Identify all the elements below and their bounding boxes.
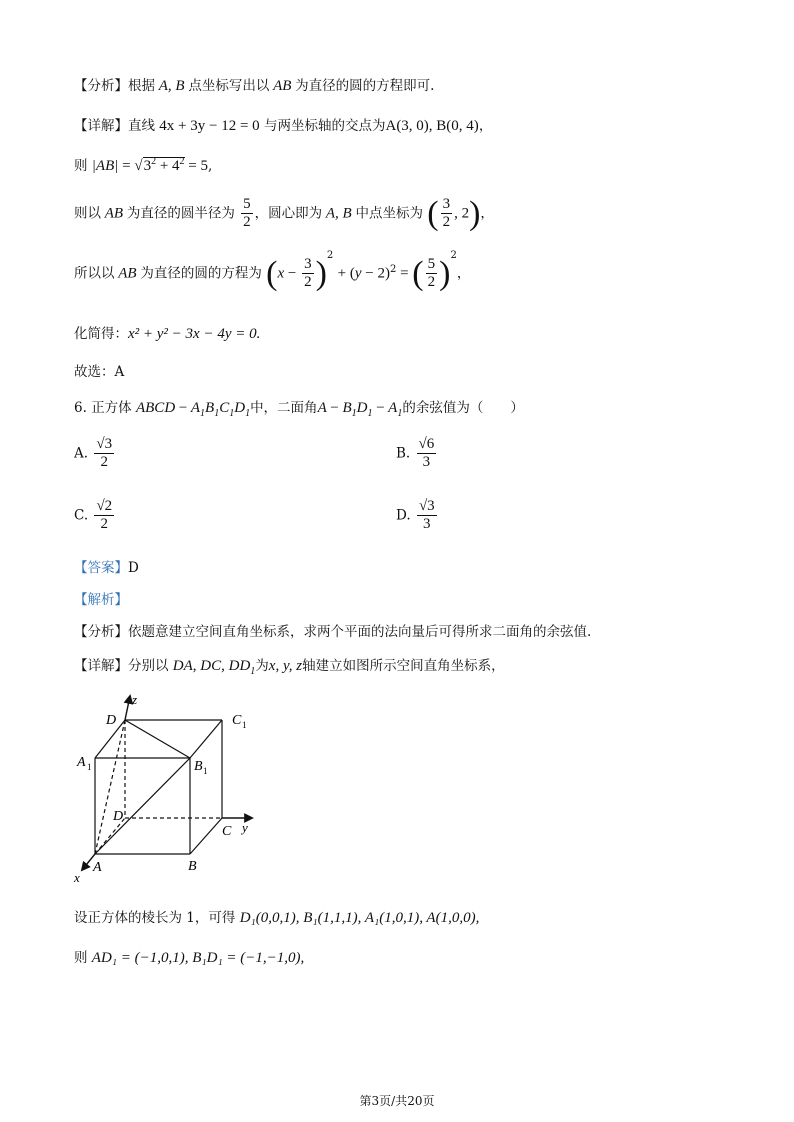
answer-value: D (128, 560, 139, 576)
option-c[interactable] (74, 498, 116, 534)
solution-tag: 【解析】 (74, 592, 128, 608)
option-denominator: 2 (100, 454, 108, 471)
label-y: y (242, 820, 248, 835)
label-x: x (74, 870, 80, 885)
label-c1-sub: 1 (242, 720, 247, 730)
edge-b1-c1 (190, 720, 222, 758)
label-b: B (188, 859, 197, 874)
question-text: 正方体 (91, 400, 132, 416)
option-denominator: 3 (422, 454, 431, 471)
diag-d1-b1 (125, 720, 190, 758)
option-label: A. (74, 445, 89, 462)
option-numerator: √3 (417, 498, 437, 516)
label-b1-sub: 1 (203, 766, 208, 776)
label-d1: D (106, 713, 117, 728)
dihedral-angle: $A - B_1D_1 - A_1$ (317, 400, 403, 419)
detail-tag: 【详解】 (74, 118, 128, 134)
vectors-line (74, 946, 304, 967)
mid-text: 为直径的圆半径为 (126, 205, 235, 222)
circle-equation-line: 所以以 AB 为直径的圆的方程为 (x − $\frac{3}{2}$ )$^2 + (y - 2)^2$ = ( $\frac{5}{2}$ )$^2$， (74, 249, 471, 292)
label-d: D (113, 809, 124, 824)
mid-text-3: 中点坐标为 (355, 205, 423, 222)
prefix-text: 则以 (74, 205, 101, 222)
mid-text: 为直径的圆的方程为 (140, 265, 262, 282)
option-label: D. (396, 507, 411, 524)
choose-line (74, 360, 124, 380)
simplified-equation: x² + y² − 3x − 4y = 0. (128, 326, 261, 342)
option-denominator: 2 (100, 516, 109, 533)
label-b1: B (194, 759, 203, 774)
answer-tag: 【答案】 (74, 560, 128, 576)
intersection-points: A(3, 0), B(0, 4) (385, 118, 479, 134)
line-equation: 4x + 3y − 12 = 0 (159, 118, 260, 134)
center-x-fraction: $\frac{3}{2}$ (442, 196, 451, 231)
simplify-line (74, 322, 260, 343)
option-d[interactable] (396, 498, 439, 534)
label-z: z (132, 692, 138, 707)
answer-line (74, 556, 139, 576)
question-text-3: 的余弦值为（ ） (402, 400, 524, 416)
detail-line: 【详解】直线 4x + 3y − 12 = 0 与两坐标轴的交点为A(3, 0), B(0, 4)， (74, 118, 493, 134)
vectors-values: AD₁ = (−1,0,1), B₁D₁ = (−1,−1,0), (91, 950, 305, 966)
analysis-2-line (74, 620, 591, 640)
choose-text: 故选：A (74, 364, 125, 380)
mid-text-2: ，圆心即为 (254, 205, 323, 222)
diag-a-b1 (95, 758, 190, 854)
question-text-2: 中，二面角 (250, 400, 318, 416)
solution-line (74, 588, 128, 608)
radius-line: 则以 AB 为直径的圆半径为 $\frac{5}{2}$ ，圆心即为 A, B 中点坐标为 ( $\frac{3}{2}$ , 2)， (74, 194, 494, 232)
cube-figure (70, 690, 270, 890)
detail-text: 直线 (128, 118, 155, 134)
cube-name: ABCD − $A_1B_1C_1D_1$ (135, 400, 251, 419)
question-number: 6. (74, 400, 87, 416)
prefix-text: 所以以 (74, 265, 115, 282)
detail-text-2: 为 (255, 658, 269, 674)
label-a1-sub: 1 (87, 762, 92, 772)
label-a1: A (77, 755, 86, 770)
edge-b-c (190, 818, 222, 854)
vectors-prefix: 则 (74, 950, 88, 966)
z-axis (125, 696, 130, 720)
ab-length-expr: $|AB| = √3^2 + 4^2 = 5$ (91, 156, 209, 174)
option-numerator: √6 (417, 436, 437, 454)
prefix-text: 化简得： (74, 326, 128, 342)
analysis-line (74, 74, 434, 95)
detail-text: 分别以 (128, 658, 169, 674)
coordinates-line (74, 906, 479, 927)
analysis-tag: 【分析】 (74, 624, 128, 640)
analysis-text: 根据 (128, 78, 155, 94)
math-ab-points: A, B (155, 78, 189, 94)
label-c: C (222, 824, 232, 839)
analysis-tag: 【分析】 (74, 78, 128, 94)
detail-tag: 【详解】 (74, 658, 128, 674)
analysis-text: 依题意建立空间直角坐标系，求两个平面的法向量后可得所求二面角的余弦值. (128, 624, 592, 640)
option-label: B. (396, 445, 411, 462)
question-6 (74, 396, 524, 419)
coords-prefix: 设正方体的棱长为 1，可得 (74, 910, 236, 926)
option-numerator: √2 (94, 498, 114, 516)
label-a: A (93, 860, 102, 875)
ab-length-line (74, 154, 212, 175)
option-numerator: √3 (94, 436, 114, 454)
suffix-text: , (208, 158, 213, 174)
page-footer: 第3页/共20页 (359, 1094, 435, 1108)
option-a[interactable] (74, 436, 116, 472)
analysis-text-2: 点坐标写出以 (188, 78, 270, 94)
option-label: C. (74, 507, 89, 524)
option-denominator: 3 (423, 516, 431, 533)
detail-text-2: 与两坐标轴的交点为 (263, 118, 386, 134)
label-c1: C (232, 713, 242, 728)
math-ab: AB (269, 78, 296, 94)
detail-2-line: 【详解】分别以 DA, DC, $DD_1$为x, y, z轴建立如图所示空间直角坐标系， (74, 658, 505, 677)
detail-text-3: 轴建立如图所示空间直角坐标系， (302, 658, 505, 674)
prefix-text: 则 (74, 158, 88, 174)
coords-values: D₁(0,0,1), B₁(1,1,1), A₁(1,0,1), A(1,0,0), (239, 910, 480, 926)
option-b[interactable] (396, 436, 438, 472)
radius-fraction: $\frac{5}{2}$ (243, 196, 251, 231)
analysis-text-3: 为直径的圆的方程即可. (295, 78, 435, 94)
hidden-diag-a-d1 (95, 720, 125, 854)
